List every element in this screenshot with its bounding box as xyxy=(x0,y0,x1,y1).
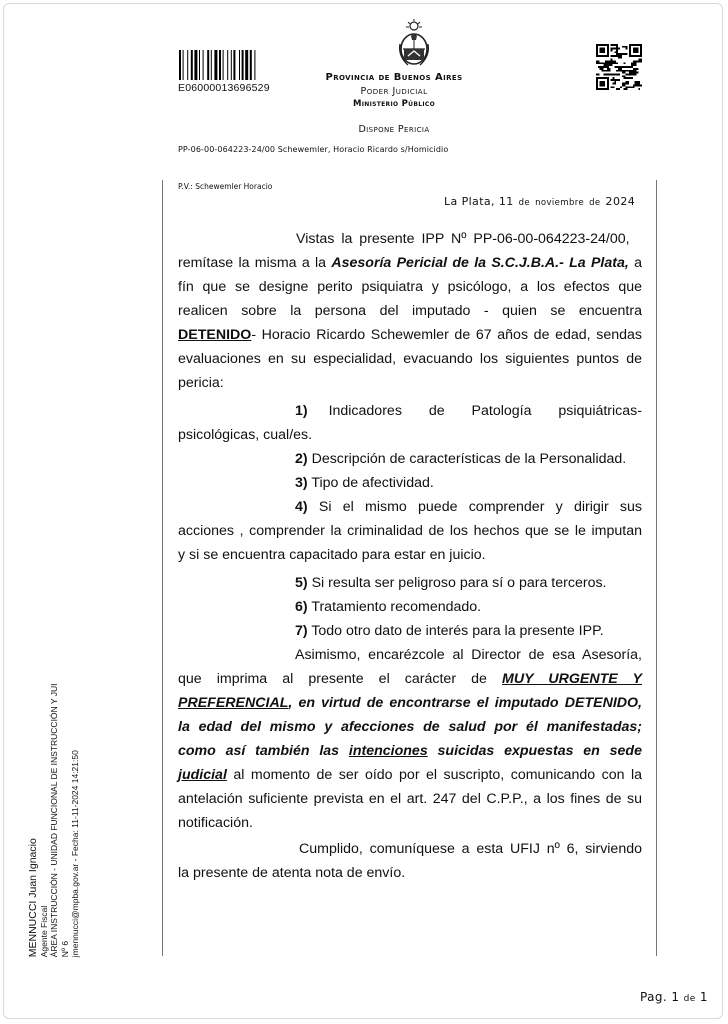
body-line: la edad del mismo y afecciones de salud por él manifestadas; xyxy=(178,719,642,735)
body-line: PREFERENCIAL, en virtud de encontrarse el imputado DETENIDO, xyxy=(178,695,642,711)
body-line: pericia: xyxy=(178,375,224,391)
body-line: como así también las intenciones suicidas expuestas en sede xyxy=(178,743,642,759)
pericia-point-6: 6) Tratamiento recomendado. xyxy=(295,599,482,615)
body-line: fín que se designe perito psiquiatra y psicólogo, a los efectos que xyxy=(178,279,642,295)
body-line: acciones , comprender la criminalidad de los hechos que se le imputan xyxy=(178,523,642,539)
signer-name: MENNUCCI Juan Ignacio xyxy=(26,838,39,958)
date-place: La Plata, 11 xyxy=(444,195,514,208)
date-year: 2024 xyxy=(605,195,636,208)
header-ministry: Ministerio Público xyxy=(352,99,435,109)
pericia-point-3: 3) Tipo de afectividad. xyxy=(295,475,434,491)
qr-code xyxy=(596,44,642,90)
barcode xyxy=(179,50,274,80)
date-de: de xyxy=(518,198,531,208)
document-page xyxy=(3,3,723,1019)
body-line: Vistas la presente IPP Nº PP-06-00-064223-24/00, xyxy=(296,231,630,247)
header-power: Poder Judicial xyxy=(360,86,428,97)
document-date xyxy=(444,195,635,208)
body-line: DETENIDO- Horacio Ricardo Schewemler de 67 años de edad, sendas xyxy=(178,327,642,343)
document-type: Dispone Pericia xyxy=(358,124,430,135)
body-line: Cumplido, comuníquese a esta UFIJ nº 6, sirviendo xyxy=(299,841,642,857)
date-month: noviembre xyxy=(535,198,585,208)
body-line: notificación. xyxy=(178,815,253,831)
signer-unit: Nº 6 xyxy=(59,940,70,958)
pericia-point-1: 1) Indicadores de Patología psiquiátricas- xyxy=(295,403,642,419)
body-line: Asimismo, encarézcole al Director de esa Asesoría, xyxy=(295,647,642,663)
body-line: y si se encuentra capacitado para estar en juicio. xyxy=(178,547,486,563)
body-line: judicial al momento de ser oído por el suscripto, comunicando con la xyxy=(178,767,642,783)
body-line: la presente de atenta nota de envío. xyxy=(178,865,406,881)
case-reference: PP-06-00-064223-24/00 Schewemler, Horacio Ricardo s/Homicidio xyxy=(178,145,449,154)
signer-email-date: jmennucci@mpba.gov.ar - Fecha: 11-11-2024 14:21:50 xyxy=(69,750,80,958)
barcode-number: E06000013696529 xyxy=(178,82,270,94)
pericia-point-7: 7) Todo otro dato de interés para la presente IPP. xyxy=(295,623,604,639)
signer-area: ÁREA INSTRUCCIÓN - UNIDAD FUNCIONAL DE INSTRUCCIÓN Y JUI xyxy=(48,683,59,958)
body-line: evaluaciones en su especialidad, evacuando los siguientes puntos de xyxy=(178,351,642,367)
digital-signature-block xyxy=(28,657,81,957)
pericia-point-2: 2) Descripción de características de la Personalidad. xyxy=(295,451,627,467)
pv-label: P.V.: Schewemler Horacio xyxy=(178,182,273,191)
pericia-point-5: 5) Si resulta ser peligroso para sí o para terceros. xyxy=(295,575,607,591)
body-line: que imprima al presente el carácter de MUY URGENTE Y xyxy=(178,671,642,687)
right-margin-rule xyxy=(656,180,657,956)
body-line: antelación suficiente prevista en el art. 247 del C.P.P., a los fines de su xyxy=(178,791,642,807)
signer-role: Agente Fiscal xyxy=(38,905,49,958)
header-province: Provincia de Buenos Aires xyxy=(325,72,463,83)
coat-of-arms-logo xyxy=(396,18,432,68)
body-line: remítase la misma a la Asesoría Pericial de la S.C.J.B.A.- La Plata, a xyxy=(178,255,643,271)
body-line: realicen sobre la persona del imputado - quien se encuentra xyxy=(178,303,642,319)
date-de: de xyxy=(589,198,601,208)
left-margin-rule xyxy=(162,180,163,956)
body-line: psicológicas, cual/es. xyxy=(178,427,313,443)
page-number: Pag. 1 de 1 xyxy=(640,990,708,1004)
pericia-point-4: 4) Si el mismo puede comprender y dirigir sus xyxy=(295,499,642,515)
